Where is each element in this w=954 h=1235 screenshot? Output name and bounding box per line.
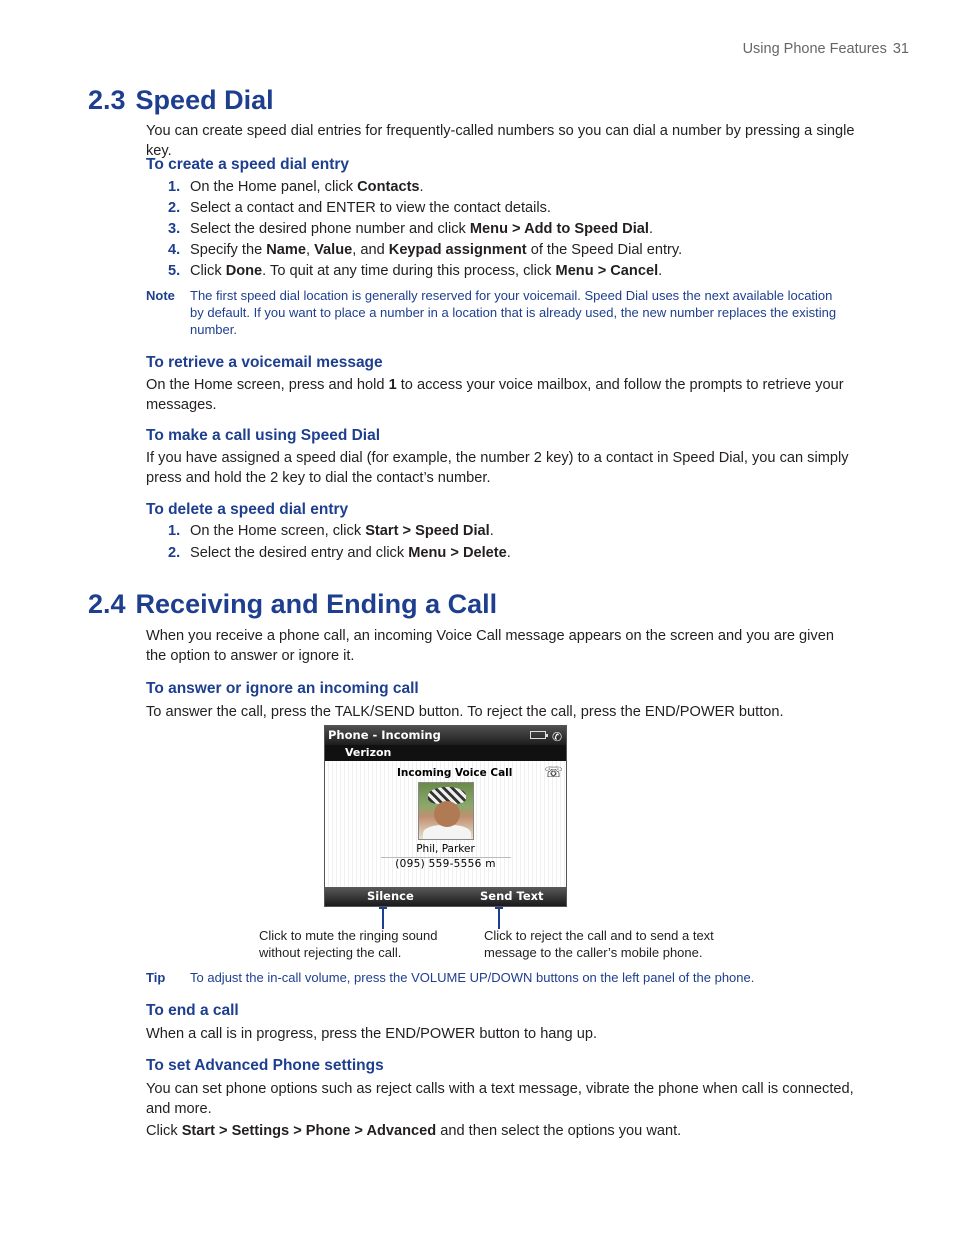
list-item (168, 545, 511, 561)
step-text: On the Home panel, click (190, 179, 358, 195)
receiving-intro: When you receive a phone call, an incoming Voice Call message appears on the screen and you are given the option to answer or ignore it. (146, 628, 834, 664)
paragraph-bold: 1 (388, 377, 397, 393)
softkey-bar (325, 887, 566, 906)
advanced-instruction (146, 1122, 858, 1142)
note-text: The first speed dial location is generally reserved for your voicemail. Speed Dial uses the next available location by default. If you want to place a number in a location that is already used, the new number replaces the existing number. (190, 288, 837, 337)
paragraph-text: and then select the options you want. (436, 1123, 682, 1139)
step-number: 1. (168, 523, 181, 539)
paragraph-text: to access your voice mailbox, and follow the prompts to retrieve your messages. (146, 377, 844, 413)
phone-body (325, 761, 566, 888)
step-text: . (648, 221, 654, 237)
step-number: 3. (168, 221, 181, 237)
step-text: . (658, 263, 663, 279)
step-bold: Contacts (357, 179, 420, 195)
list-item (168, 179, 424, 195)
subheading-delete-speed-dial: To delete a speed dial entry (146, 501, 349, 518)
step-bold: Value (314, 242, 353, 258)
step-text: Select a contact and ENTER to view the contact details. (190, 200, 551, 216)
step-text: . (419, 179, 424, 195)
callout-pointer-left (382, 909, 384, 929)
section-title: Receiving and Ending a Call (135, 589, 498, 619)
contact-name: Phil, Parker (416, 843, 475, 855)
section-number: 2.4 (88, 589, 126, 619)
step-text: Select the desired phone number and click (190, 221, 470, 237)
contact-number: (095) 559-5556 m (395, 858, 496, 870)
signal-icon: ✆ (551, 730, 562, 744)
section-heading-receiving-ending-call (88, 589, 497, 620)
step-number: 4. (168, 242, 181, 258)
send-text-softkey[interactable]: Send Text (480, 889, 544, 903)
silence-softkey[interactable]: Silence (367, 889, 414, 903)
step-text: Select the desired entry and click (190, 545, 409, 561)
note-label: Note (146, 288, 175, 303)
subheading-make-call-speed-dial: To make a call using Speed Dial (146, 427, 381, 444)
step-number: 5. (168, 263, 181, 279)
step-text: Specify the (190, 242, 267, 258)
contact-photo (418, 782, 474, 840)
speed-dial-intro: You can create speed dial entries for frequently-called numbers so you can dial a number by pressing a single key. (146, 123, 855, 159)
phone-title-bar (325, 726, 566, 745)
paragraph-bold: Start > Settings > Phone > Advanced (181, 1123, 437, 1139)
section-number: 2.3 (88, 85, 126, 115)
subheading-create-speed-dial: To create a speed dial entry (146, 156, 350, 173)
list-item (168, 263, 662, 279)
step-bold: Menu > Add to Speed Dial (469, 221, 649, 237)
carrier-name: Verizon (345, 746, 392, 759)
step-text: of the Speed Dial entry. (526, 242, 683, 258)
list-item (168, 242, 682, 258)
list-item (168, 523, 494, 539)
section-heading-speed-dial (88, 85, 274, 116)
step-text: . (506, 545, 511, 561)
section-title: Speed Dial (135, 85, 274, 115)
list-item (168, 200, 551, 216)
tip-text: To adjust the in-call volume, press the VOLUME UP/DOWN buttons on the left panel of the phone. (190, 970, 755, 985)
advanced-paragraph: You can set phone options such as reject calls with a text message, vibrate the phone when call is connected, and more. (146, 1081, 854, 1117)
subheading-retrieve-voicemail: To retrieve a voicemail message (146, 354, 383, 371)
make-call-paragraph: If you have assigned a speed dial (for example, the number 2 key) to a contact in Speed Dial, you can simply press and hold the 2 key to dial the contact’s number. (146, 450, 849, 486)
incoming-call-heading: Incoming Voice Call (397, 767, 513, 779)
phone-title: Phone - Incoming (328, 728, 441, 742)
subheading-answer-ignore-call: To answer or ignore an incoming call (146, 680, 419, 697)
step-text: , and (352, 242, 389, 258)
phone-carrier-bar (325, 745, 566, 761)
step-number: 2. (168, 200, 181, 216)
callout-send-text: Click to reject the call and to send a text message to the caller’s mobile phone. (484, 928, 714, 960)
step-text: . To quit at any time during this process, click (262, 263, 556, 279)
step-bold: Menu > Cancel (555, 263, 659, 279)
paragraph-text: Click (146, 1123, 182, 1139)
step-number: 1. (168, 179, 181, 195)
header-section-title: Using Phone Features (742, 41, 887, 57)
answer-paragraph: To answer the call, press the TALK/SEND button. To reject the call, press the END/POWER button. (146, 704, 784, 720)
tip-label: Tip (146, 970, 166, 985)
step-text: Click (190, 263, 226, 279)
callout-silence: Click to mute the ringing sound without rejecting the call. (259, 928, 438, 960)
step-text: , (306, 242, 315, 258)
step-text: . (489, 523, 494, 539)
running-header (743, 41, 909, 57)
list-item (168, 221, 653, 237)
step-bold: Start > Speed Dial (365, 523, 490, 539)
callout-pointer-right (498, 909, 500, 929)
subheading-end-call: To end a call (146, 1002, 239, 1019)
step-bold: Menu > Delete (408, 545, 507, 561)
paragraph-text: On the Home screen, press and hold (146, 377, 389, 393)
step-bold: Name (266, 242, 307, 258)
step-number: 2. (168, 545, 181, 561)
page-number: 31 (892, 41, 909, 57)
battery-icon (530, 731, 546, 739)
end-call-paragraph: When a call is in progress, press the END/POWER button to hang up. (146, 1026, 597, 1042)
step-bold: Done (225, 263, 263, 279)
step-bold: Keypad assignment (388, 242, 527, 258)
voicemail-paragraph (146, 376, 858, 415)
incoming-call-screenshot (324, 725, 567, 907)
call-icon: ☏ (544, 763, 563, 781)
subheading-advanced-settings: To set Advanced Phone settings (146, 1057, 384, 1074)
step-text: On the Home screen, click (190, 523, 366, 539)
